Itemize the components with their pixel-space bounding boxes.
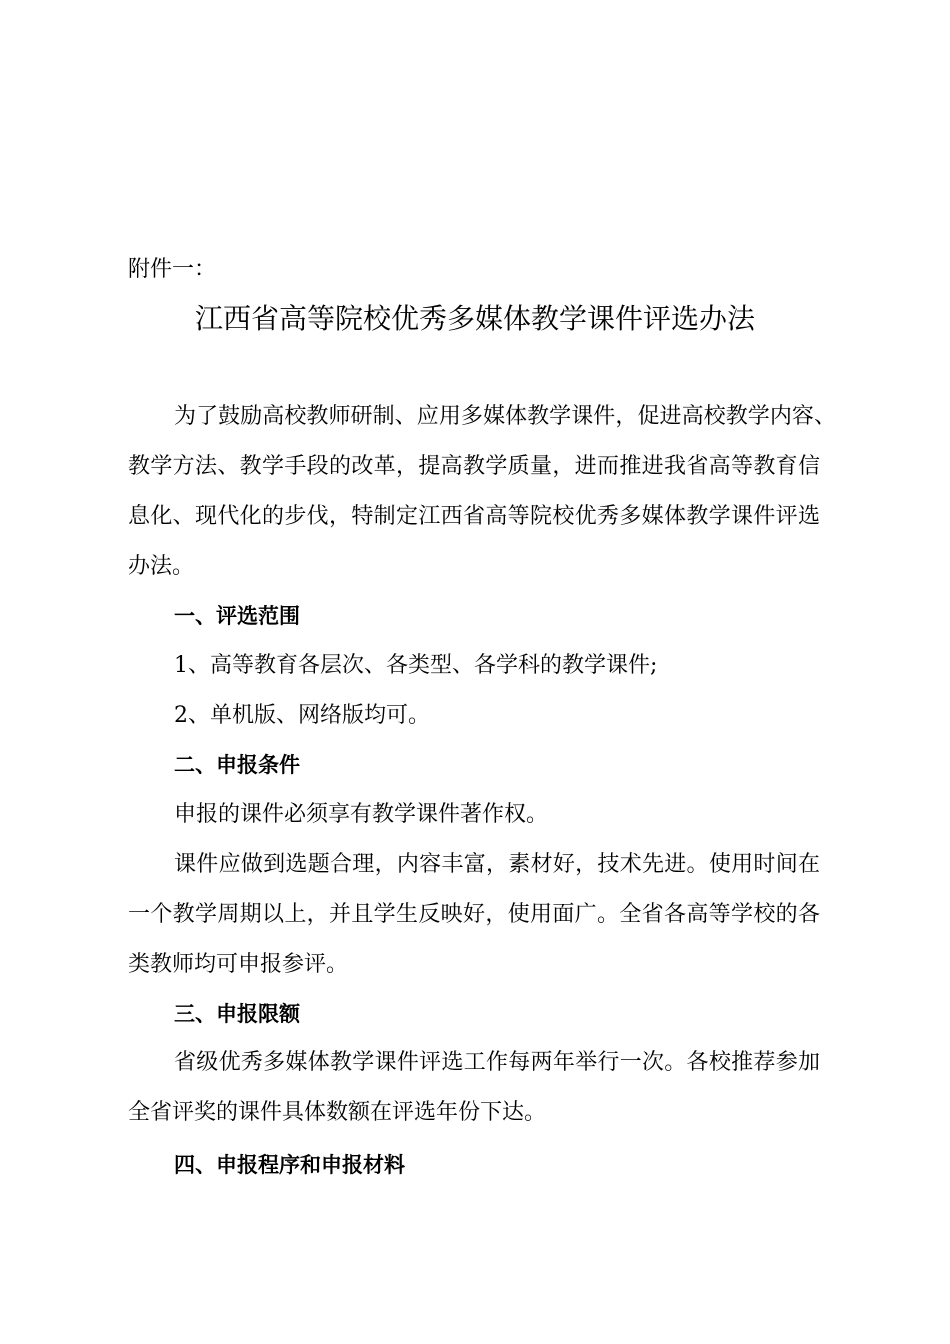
section-1-item-1: 1、高等教育各层次、各类型、各学科的教学课件;	[174, 653, 658, 678]
section-2-para-2-line-1: 课件应做到选题合理，内容丰富，素材好，技术先进。使用时间在	[174, 852, 820, 877]
section-3-para-line-1: 省级优秀多媒体教学课件评选工作每两年举行一次。各校推荐参加	[174, 1050, 820, 1075]
intro-line-2: 教学方法、教学手段的改革，提高教学质量，进而推进我省高等教育信	[128, 454, 820, 479]
section-2-para-2-line-2: 一个教学周期以上，并且学生反映好，使用面广。全省各高等学校的各	[128, 902, 820, 927]
intro-line-3: 息化、现代化的步伐，特制定江西省高等院校优秀多媒体教学课件评选	[128, 504, 820, 529]
attachment-label: 附件一：	[128, 257, 217, 282]
section-4-heading: 四、申报程序和申报材料	[174, 1153, 405, 1177]
section-1-heading: 一、评选范围	[174, 604, 300, 628]
section-2-para-1: 申报的课件必须享有教学课件著作权。	[174, 802, 549, 827]
intro-line-4: 办法。	[128, 554, 195, 579]
section-3-heading: 三、申报限额	[174, 1002, 300, 1026]
section-3-para-line-2: 全省评奖的课件具体数额在评选年份下达。	[128, 1100, 547, 1125]
section-2-heading: 二、申报条件	[174, 753, 300, 777]
intro-line-1: 为了鼓励高校教师研制、应用多媒体教学课件，促进高校教学内容、	[174, 404, 836, 429]
section-1-item-2: 2、单机版、网络版均可。	[174, 703, 430, 728]
document-title: 江西省高等院校优秀多媒体教学课件评选办法	[194, 302, 755, 335]
section-2-para-2-line-3: 类教师均可申报参评。	[128, 952, 349, 977]
